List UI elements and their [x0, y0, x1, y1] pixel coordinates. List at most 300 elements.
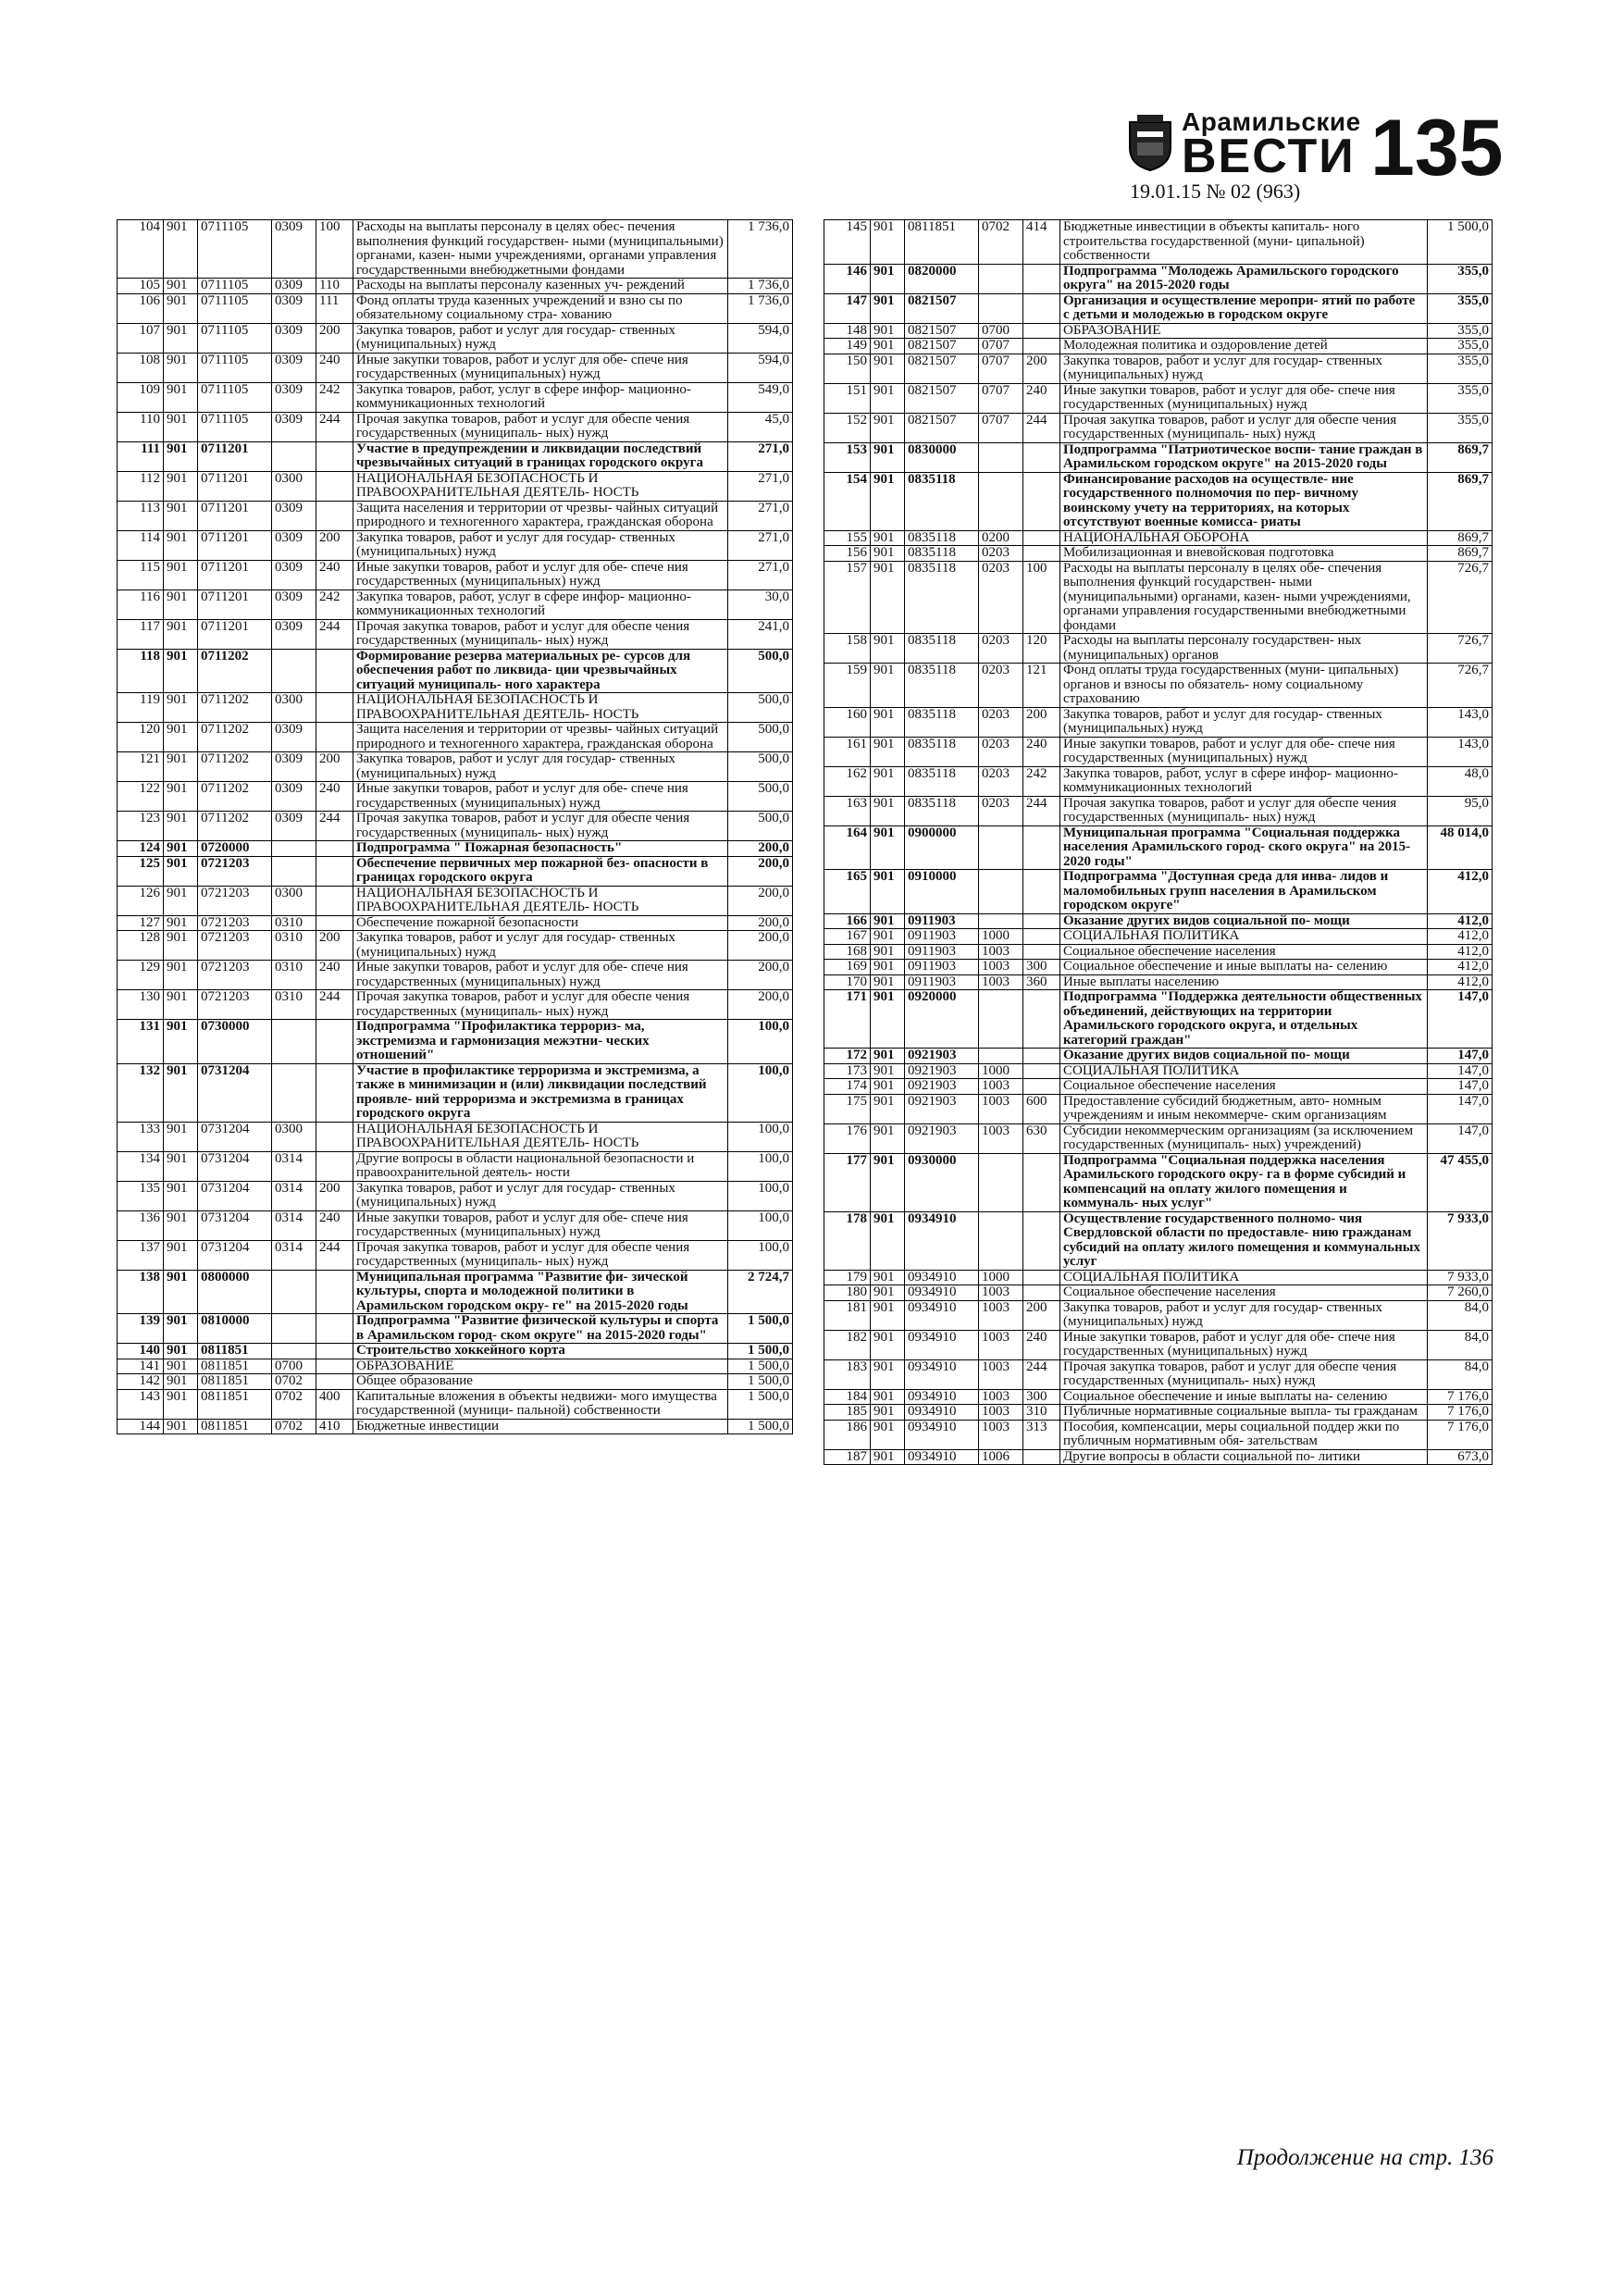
row-number: 146 [824, 264, 871, 293]
page-number: 135 [1370, 104, 1504, 192]
expense-name: Закупка товаров, работ и услуг для государ- ственных (муниципальных) нужд [353, 931, 728, 961]
row-number: 160 [824, 707, 871, 737]
target-code: 0900000 [905, 825, 979, 870]
ministry-code: 901 [871, 1285, 905, 1301]
section-code: 1003 [979, 1420, 1023, 1449]
expense-type [316, 471, 353, 501]
row-number: 111 [118, 441, 164, 471]
amount: 869,7 [1428, 442, 1493, 472]
row-number: 108 [118, 353, 164, 382]
target-code: 0921903 [905, 1123, 979, 1153]
section-code: 1003 [979, 1094, 1023, 1123]
target-code: 0720000 [198, 841, 272, 857]
section-code [979, 870, 1023, 914]
table-row [824, 737, 1493, 766]
expense-name: Муниципальная программа "Социальная поддержка населения Арамильского город- ского округа" на 2015-2020 годы" [1060, 825, 1428, 870]
section-code [979, 1153, 1023, 1211]
expense-type [316, 501, 353, 530]
table-row [118, 812, 793, 841]
table-row [824, 929, 1493, 945]
target-code: 0835118 [905, 707, 979, 737]
expense-name: СОЦИАЛЬНАЯ ПОЛИТИКА [1060, 1063, 1428, 1079]
table-row [118, 1151, 793, 1181]
row-number: 148 [824, 323, 871, 339]
section-code: 1006 [979, 1449, 1023, 1465]
expense-type [316, 1344, 353, 1359]
table-row [118, 1063, 793, 1122]
row-number: 117 [118, 619, 164, 649]
target-code: 0835118 [905, 546, 979, 562]
target-code: 0711201 [198, 590, 272, 619]
section-code: 1003 [979, 1330, 1023, 1359]
ministry-code: 901 [164, 220, 198, 279]
ministry-code: 901 [164, 752, 198, 782]
ministry-code: 901 [871, 990, 905, 1049]
row-number: 104 [118, 220, 164, 279]
target-code: 0830000 [905, 442, 979, 472]
expense-name: Строительство хоккейного корта [353, 1344, 728, 1359]
target-code: 0811851 [198, 1419, 272, 1434]
expense-type: 310 [1023, 1405, 1060, 1421]
amount: 7 933,0 [1428, 1270, 1493, 1285]
ministry-code: 901 [164, 886, 198, 915]
amount: 869,7 [1428, 530, 1493, 546]
row-number: 159 [824, 664, 871, 708]
ministry-code: 901 [871, 1359, 905, 1389]
target-code: 0711202 [198, 649, 272, 693]
table-row [824, 339, 1493, 354]
table-row [118, 323, 793, 353]
expense-name: Прочая закупка товаров, работ и услуг для обеспе чения государственных (муниципаль- ных) нужд [353, 619, 728, 649]
amount: 355,0 [1428, 264, 1493, 293]
expense-type: 240 [316, 782, 353, 812]
expense-name: Формирование резерва материальных ре- сурсов для обеспечения работ по ликвида- ции чрезвычайных ситуаций муниципаль- ного характера [353, 649, 728, 693]
amount: 147,0 [1428, 1079, 1493, 1095]
expense-name: Осуществление государственного полномо- чия Свердловской области по предоставле- нию гражданам субсидий на оплату жилого помещения и коммунальных услуг [1060, 1211, 1428, 1270]
expense-type [316, 856, 353, 886]
section-code: 1003 [979, 974, 1023, 990]
row-number: 183 [824, 1359, 871, 1389]
ministry-code: 901 [164, 1314, 198, 1344]
expense-type: 244 [316, 619, 353, 649]
table-row [118, 782, 793, 812]
section-code: 1000 [979, 1270, 1023, 1285]
table-row [824, 707, 1493, 737]
target-code: 0730000 [198, 1020, 272, 1064]
section-code: 0203 [979, 796, 1023, 825]
row-number: 145 [824, 220, 871, 265]
expense-type [1023, 546, 1060, 562]
expense-name: Закупка товаров, работ и услуг для государ- ственных (муниципальных) нужд [1060, 1300, 1428, 1330]
table-row [824, 1405, 1493, 1421]
table-row [118, 752, 793, 782]
ministry-code: 901 [164, 1020, 198, 1064]
target-code: 0731204 [198, 1122, 272, 1151]
row-number: 141 [118, 1359, 164, 1374]
expense-type [1023, 530, 1060, 546]
section-code: 0200 [979, 530, 1023, 546]
row-number: 184 [824, 1389, 871, 1405]
section-code: 0707 [979, 383, 1023, 413]
target-code: 0835118 [905, 766, 979, 796]
ministry-code: 901 [871, 913, 905, 929]
ministry-code: 901 [871, 472, 905, 530]
ministry-code: 901 [164, 693, 198, 723]
row-number: 158 [824, 634, 871, 664]
expense-type: 200 [1023, 354, 1060, 383]
expense-type [316, 915, 353, 931]
ministry-code: 901 [871, 960, 905, 975]
section-code: 0309 [272, 723, 316, 752]
row-number: 126 [118, 886, 164, 915]
section-code [979, 825, 1023, 870]
row-number: 174 [824, 1079, 871, 1095]
expense-name: Защита населения и территории от чрезвы- чайных ситуаций природного и техногенного характера, гражданская оборона [353, 501, 728, 530]
budget-table-left [117, 219, 793, 1434]
ministry-code: 901 [871, 1063, 905, 1079]
row-number: 171 [824, 990, 871, 1049]
table-row [824, 1300, 1493, 1330]
target-code: 0820000 [905, 264, 979, 293]
ministry-code: 901 [871, 1079, 905, 1095]
amount: 1 500,0 [728, 1419, 793, 1434]
ministry-code: 901 [164, 530, 198, 560]
ministry-code: 901 [164, 1270, 198, 1314]
row-number: 149 [824, 339, 871, 354]
ministry-code: 901 [164, 812, 198, 841]
target-code: 0731204 [198, 1240, 272, 1270]
expense-type: 244 [316, 990, 353, 1020]
expense-name: Подпрограмма "Доступная среда для инва- лидов и маломобильных групп населения в Арамильском городском округе" [1060, 870, 1428, 914]
row-number: 147 [824, 293, 871, 323]
expense-name: НАЦИОНАЛЬНАЯ БЕЗОПАСНОСТЬ И ПРАВООХРАНИТЕЛЬНАЯ ДЕЯТЕЛЬ- НОСТЬ [353, 693, 728, 723]
amount: 500,0 [728, 723, 793, 752]
target-code: 0711201 [198, 441, 272, 471]
section-code: 0310 [272, 990, 316, 1020]
ministry-code: 901 [164, 1359, 198, 1374]
target-code: 0934910 [905, 1330, 979, 1359]
expense-name: Оказание других видов социальной по- мощи [1060, 913, 1428, 929]
target-code: 0711105 [198, 293, 272, 323]
amount: 7 260,0 [1428, 1285, 1493, 1301]
row-number: 118 [118, 649, 164, 693]
section-code: 1003 [979, 1079, 1023, 1095]
section-code: 0309 [272, 412, 316, 441]
ministry-code: 901 [164, 723, 198, 752]
ministry-code: 901 [871, 442, 905, 472]
table-row [824, 1094, 1493, 1123]
target-code: 0711105 [198, 412, 272, 441]
ministry-code: 901 [164, 471, 198, 501]
row-number: 142 [118, 1374, 164, 1390]
target-code: 0821507 [905, 354, 979, 383]
expense-type: 200 [1023, 1300, 1060, 1330]
expense-name: Иные закупки товаров, работ и услуг для обе- спече ния государственных (муниципальных) нужд [1060, 383, 1428, 413]
table-row [824, 664, 1493, 708]
amount: 84,0 [1428, 1300, 1493, 1330]
row-number: 154 [824, 472, 871, 530]
amount: 84,0 [1428, 1359, 1493, 1389]
target-code: 0835118 [905, 634, 979, 664]
amount: 500,0 [728, 782, 793, 812]
table-row [824, 546, 1493, 562]
expense-name: Иные закупки товаров, работ и услуг для обе- спече ния государственных (муниципальных) нужд [353, 961, 728, 990]
ministry-code: 901 [871, 1270, 905, 1285]
expense-name: Подпрограмма "Патриотическое воспи- тание граждан в Арамильском городском округе" на 2015-2020 годы [1060, 442, 1428, 472]
target-code: 0835118 [905, 796, 979, 825]
table-row [824, 220, 1493, 265]
expense-name: Участие в предупреждении и ликвидации последствий чрезвычайных ситуаций в границах городского округа [353, 441, 728, 471]
target-code: 0835118 [905, 737, 979, 766]
expense-type: 242 [1023, 766, 1060, 796]
ministry-code: 901 [871, 293, 905, 323]
expense-name: Муниципальная программа "Развитие фи- зической культуры, спорта и молодежной политики в Арамильском городском окру- ге" на 2015-2020 годы [353, 1270, 728, 1314]
expense-name: Предоставление субсидий бюджетным, авто- номным учреждениям и иным некоммерче- ским организациям [1060, 1094, 1428, 1123]
section-code: 1003 [979, 960, 1023, 975]
expense-type [316, 1151, 353, 1181]
amount: 355,0 [1428, 383, 1493, 413]
expense-type: 121 [1023, 664, 1060, 708]
ministry-code: 901 [164, 649, 198, 693]
amount: 30,0 [728, 590, 793, 619]
target-code: 0711105 [198, 353, 272, 382]
expense-name: Подпрограмма "Молодежь Арамильского городского округа" на 2015-2020 годы [1060, 264, 1428, 293]
section-code: 0203 [979, 766, 1023, 796]
expense-type [316, 1020, 353, 1064]
target-code: 0711105 [198, 382, 272, 412]
target-code: 0934910 [905, 1405, 979, 1421]
expense-name: НАЦИОНАЛЬНАЯ БЕЗОПАСНОСТЬ И ПРАВООХРАНИТЕЛЬНАЯ ДЕЯТЕЛЬ- НОСТЬ [353, 471, 728, 501]
target-code: 0921903 [905, 1094, 979, 1123]
amount: 147,0 [1428, 1063, 1493, 1079]
section-code: 0300 [272, 886, 316, 915]
section-code [979, 472, 1023, 530]
expense-name: Закупка товаров, работ и услуг для государ- ственных (муниципальных) нужд [353, 1181, 728, 1210]
amount: 500,0 [728, 752, 793, 782]
expense-name: Оказание других видов социальной по- мощи [1060, 1049, 1428, 1064]
table-row [118, 412, 793, 441]
expense-name: Обеспечение пожарной безопасности [353, 915, 728, 931]
section-code: 0309 [272, 752, 316, 782]
amount: 147,0 [1428, 1049, 1493, 1064]
ministry-code: 901 [871, 825, 905, 870]
section-code [272, 856, 316, 886]
ministry-code: 901 [164, 560, 198, 590]
row-number: 168 [824, 944, 871, 960]
ministry-code: 901 [871, 264, 905, 293]
table-row [118, 1314, 793, 1344]
expense-name: Расходы на выплаты персоналу в целях обе- спечения выполнения функций государствен- ными (муниципальными) органами, казен- ными учреждениями, органами управления государственными внебюджетными фондами [1060, 561, 1428, 634]
expense-name: НАЦИОНАЛЬНАЯ БЕЗОПАСНОСТЬ И ПРАВООХРАНИТЕЛЬНАЯ ДЕЯТЕЛЬ- НОСТЬ [353, 886, 728, 915]
expense-type [316, 1270, 353, 1314]
row-number: 129 [118, 961, 164, 990]
section-code [272, 1020, 316, 1064]
row-number: 173 [824, 1063, 871, 1079]
row-number: 150 [824, 354, 871, 383]
table-row [824, 413, 1493, 442]
row-number: 164 [824, 825, 871, 870]
amount: 1 500,0 [1428, 220, 1493, 265]
expense-type: 600 [1023, 1094, 1060, 1123]
section-code [979, 1211, 1023, 1270]
section-code: 0309 [272, 812, 316, 841]
row-number: 182 [824, 1330, 871, 1359]
target-code: 0811851 [198, 1344, 272, 1359]
target-code: 0921903 [905, 1049, 979, 1064]
expense-name: Фонд оплаты труда государственных (муни- ципальных) органов и взносы по обязатель- ному социальному страхованию [1060, 664, 1428, 708]
expense-type: 200 [316, 323, 353, 353]
target-code: 0811851 [905, 220, 979, 265]
expense-name: Участие в профилактике терроризма и экстремизма, а также в минимизации и (или) ликвидации последствий проявле- ний терроризма и экстремизма в границах городского округа [353, 1063, 728, 1122]
row-number: 121 [118, 752, 164, 782]
amount: 241,0 [728, 619, 793, 649]
ministry-code: 901 [871, 1420, 905, 1449]
ministry-code: 901 [164, 1063, 198, 1122]
expense-type: 120 [1023, 634, 1060, 664]
expense-type: 240 [1023, 383, 1060, 413]
amount: 869,7 [1428, 472, 1493, 530]
row-number: 135 [118, 1181, 164, 1210]
target-code: 0835118 [905, 664, 979, 708]
section-code: 1000 [979, 929, 1023, 945]
target-code: 0835118 [905, 472, 979, 530]
table-row [824, 766, 1493, 796]
ministry-code: 901 [164, 1419, 198, 1434]
section-code: 0309 [272, 353, 316, 382]
ministry-code: 901 [871, 737, 905, 766]
expense-type [1023, 442, 1060, 472]
table-row [118, 1344, 793, 1359]
row-number: 178 [824, 1211, 871, 1270]
target-code: 0934910 [905, 1211, 979, 1270]
row-number: 143 [118, 1389, 164, 1419]
expense-type: 200 [316, 530, 353, 560]
table-row [824, 323, 1493, 339]
amount: 7 176,0 [1428, 1405, 1493, 1421]
expense-type [1023, 339, 1060, 354]
expense-type: 240 [316, 560, 353, 590]
section-code: 0310 [272, 915, 316, 931]
table-row [118, 856, 793, 886]
table-row [118, 279, 793, 294]
row-number: 157 [824, 561, 871, 634]
target-code: 0835118 [905, 530, 979, 546]
expense-type [1023, 1153, 1060, 1211]
section-code: 0203 [979, 546, 1023, 562]
expense-name: Иные закупки товаров, работ и услуг для обе- спече ния государственных (муниципальных) нужд [1060, 1330, 1428, 1359]
amount: 271,0 [728, 501, 793, 530]
amount: 355,0 [1428, 339, 1493, 354]
table-row [118, 1374, 793, 1390]
section-code: 0310 [272, 961, 316, 990]
target-code: 0821507 [905, 323, 979, 339]
expense-type: 111 [316, 293, 353, 323]
ministry-code: 901 [871, 354, 905, 383]
expense-name: Социальное обеспечение и иные выплаты на- селению [1060, 960, 1428, 975]
ministry-code: 901 [164, 279, 198, 294]
row-number: 115 [118, 560, 164, 590]
expense-name: Подпрограмма "Развитие физической культуры и спорта в Арамильском город- ском округе" на 2015-2020 годы" [353, 1314, 728, 1344]
expense-name: Подпрограмма "Профилактика террориз- ма, экстремизма и гармонизация межэтни- ческих отношений" [353, 1020, 728, 1064]
row-number: 153 [824, 442, 871, 472]
expense-name: НАЦИОНАЛЬНАЯ БЕЗОПАСНОСТЬ И ПРАВООХРАНИТЕЛЬНАЯ ДЕЯТЕЛЬ- НОСТЬ [353, 1122, 728, 1151]
table-row [118, 1419, 793, 1434]
expense-name: Молодежная политика и оздоровление детей [1060, 339, 1428, 354]
amount: 355,0 [1428, 293, 1493, 323]
row-number: 170 [824, 974, 871, 990]
expense-name: Другие вопросы в области социальной по- литики [1060, 1449, 1428, 1465]
expense-name: Иные закупки товаров, работ и услуг для обе- спече ния государственных (муниципальных) нужд [353, 353, 728, 382]
row-number: 136 [118, 1210, 164, 1240]
expense-type: 244 [316, 1240, 353, 1270]
expense-name: Бюджетные инвестиции [353, 1419, 728, 1434]
expense-type: 100 [316, 220, 353, 279]
amount: 200,0 [728, 990, 793, 1020]
amount: 412,0 [1428, 913, 1493, 929]
amount: 594,0 [728, 353, 793, 382]
ministry-code: 901 [164, 1122, 198, 1151]
expense-type [1023, 323, 1060, 339]
expense-name: Бюджетные инвестиции в объекты капиталь- ного строительства государственной (муни- ципальной) собственности [1060, 220, 1428, 265]
section-code: 0314 [272, 1181, 316, 1210]
expense-name: Расходы на выплаты персоналу в целях обес- печения выполнения функций государствен- ными (муниципальными) органами, казен- ными учреждениями, органами управления государственными внебюджетными фондами [353, 220, 728, 279]
section-code [979, 293, 1023, 323]
expense-type: 300 [1023, 1389, 1060, 1405]
expense-type: 400 [316, 1389, 353, 1419]
expense-name: Иные закупки товаров, работ и услуг для обе- спече ния государственных (муниципальных) нужд [353, 1210, 728, 1240]
row-number: 181 [824, 1300, 871, 1330]
table-row [824, 1285, 1493, 1301]
ministry-code: 901 [164, 1210, 198, 1240]
amount: 726,7 [1428, 634, 1493, 664]
masthead [1124, 104, 1513, 205]
table-row [118, 293, 793, 323]
expense-type [316, 1359, 353, 1374]
target-code: 0711202 [198, 752, 272, 782]
section-code [272, 841, 316, 857]
expense-name: Публичные нормативные социальные выпла- ты гражданам [1060, 1405, 1428, 1421]
target-code: 0811851 [198, 1389, 272, 1419]
section-code: 0309 [272, 293, 316, 323]
amount: 7 176,0 [1428, 1389, 1493, 1405]
section-code [979, 264, 1023, 293]
table-row [824, 383, 1493, 413]
row-number: 152 [824, 413, 871, 442]
expense-name: Подпрограмма "Социальная поддержка населения Арамильского городского окру- га в форме субсидий и компенсаций на оплату жилого помещения и коммуналь- ных услуг" [1060, 1153, 1428, 1211]
amount: 143,0 [1428, 737, 1493, 766]
expense-name: Другие вопросы в области национальной безопасности и правоохранительной деятель- ности [353, 1151, 728, 1181]
row-number: 113 [118, 501, 164, 530]
expense-name: Закупка товаров, работ и услуг для государ- ственных (муниципальных) нужд [353, 323, 728, 353]
expense-type: 410 [316, 1419, 353, 1434]
table-row [118, 590, 793, 619]
expense-name: Прочая закупка товаров, работ и услуг для обеспе чения государственных (муниципаль- ных) нужд [1060, 413, 1428, 442]
section-code: 0314 [272, 1151, 316, 1181]
table-row [824, 1330, 1493, 1359]
target-code: 0821507 [905, 293, 979, 323]
section-code: 0203 [979, 737, 1023, 766]
target-code: 0934910 [905, 1285, 979, 1301]
expense-name: Закупка товаров, работ и услуг для государ- ственных (муниципальных) нужд [1060, 354, 1428, 383]
ministry-code: 901 [871, 383, 905, 413]
expense-type [1023, 825, 1060, 870]
ministry-code: 901 [164, 1181, 198, 1210]
table-row [824, 1079, 1493, 1095]
amount: 1 736,0 [728, 293, 793, 323]
expense-type: 240 [316, 1210, 353, 1240]
amount: 726,7 [1428, 664, 1493, 708]
expense-type [1023, 1285, 1060, 1301]
